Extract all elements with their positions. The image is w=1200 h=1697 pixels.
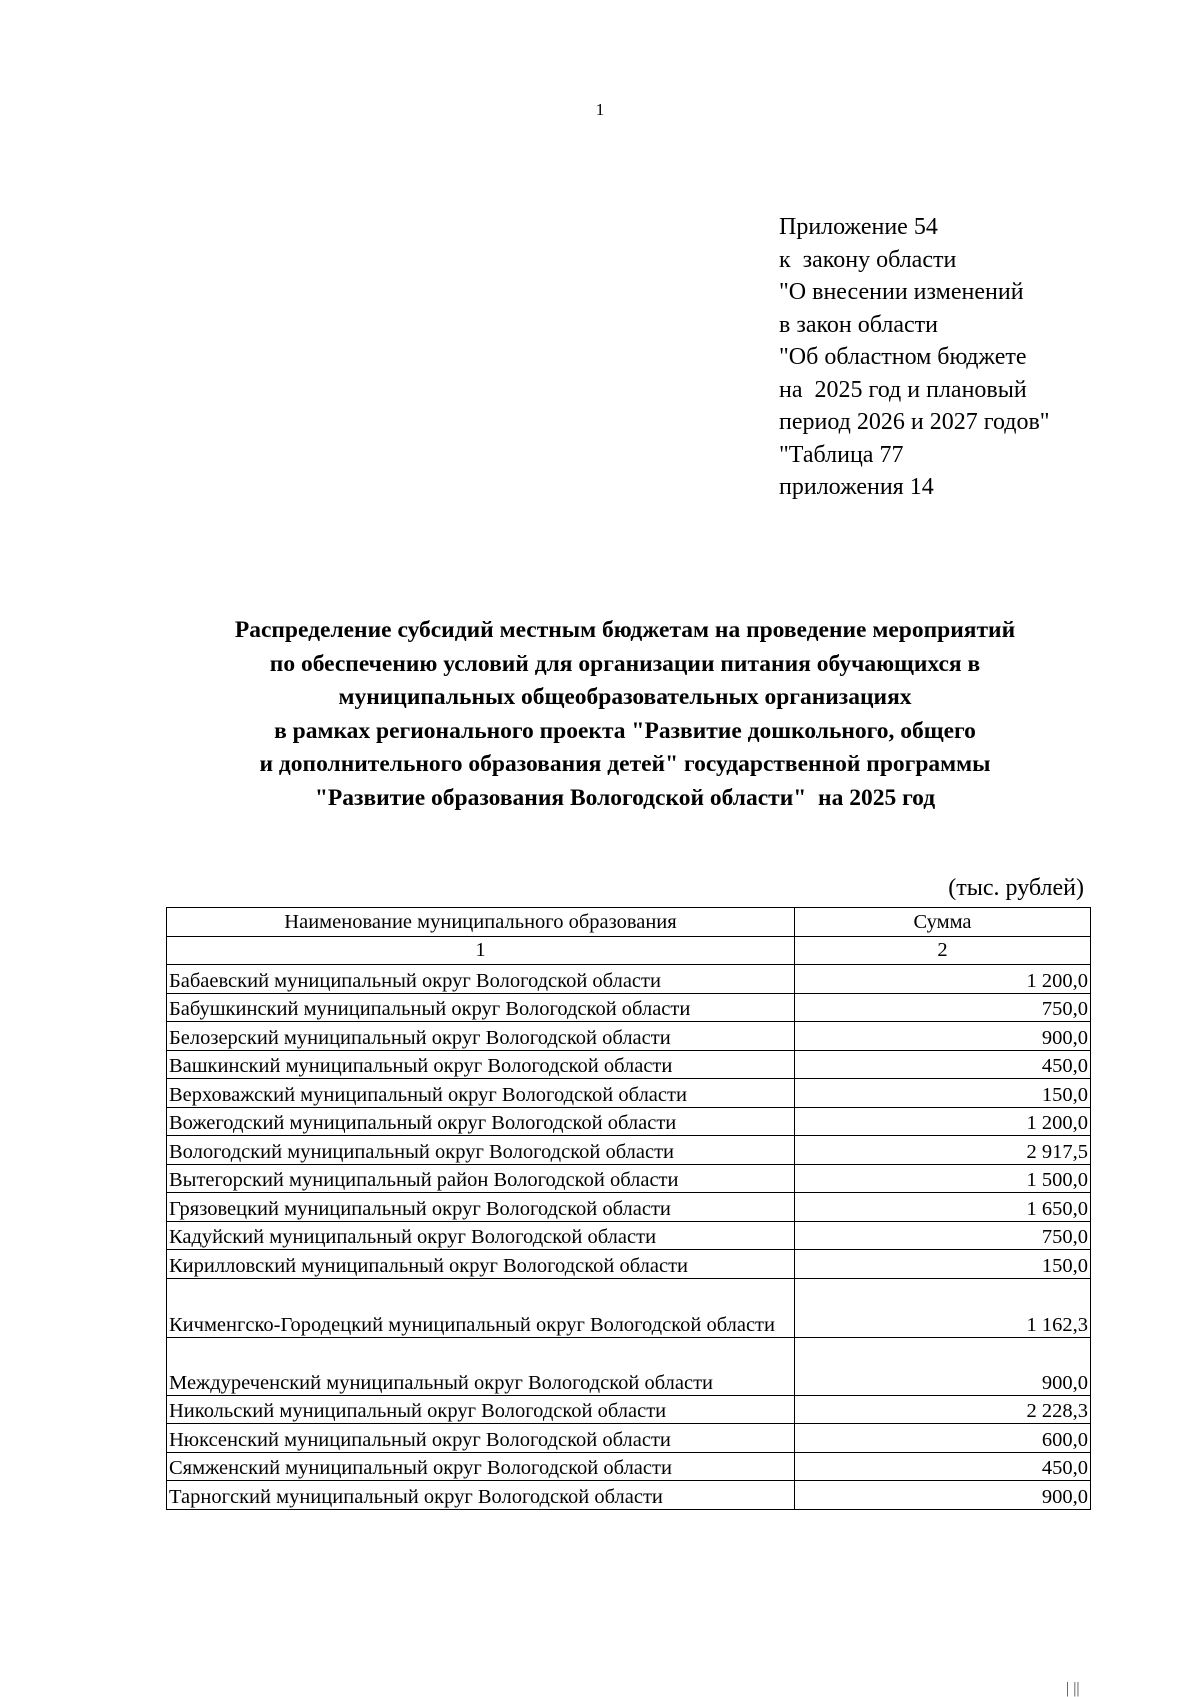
subsidy-amount: 450,0 <box>795 1050 1091 1079</box>
annex-line: "Об областном бюджете <box>779 344 1027 370</box>
table-row <box>167 1424 1091 1453</box>
title-line: муниципальных общеобразовательных организациях <box>338 684 912 711</box>
subsidy-amount: 1 650,0 <box>795 1193 1091 1222</box>
column-number-1: 1 <box>167 936 795 965</box>
annex-line: к закону области <box>779 246 957 273</box>
scan-corner-mark: | || <box>1066 1680 1080 1697</box>
title-line: по обеспечению условий для организации питания обучающихся в <box>269 650 981 677</box>
municipality-name: Верховажский муниципальный округ Вологодской области <box>167 1079 795 1108</box>
subsidy-amount: 1 500,0 <box>795 1164 1091 1193</box>
subsidy-amount: 450,0 <box>795 1452 1091 1481</box>
table-row <box>167 1136 1091 1165</box>
column-number-2: 2 <box>795 936 1091 965</box>
table-row <box>167 1079 1091 1108</box>
table-row <box>167 1022 1091 1051</box>
municipality-name: Белозерский муниципальный округ Вологодской области <box>167 1022 795 1051</box>
table-row <box>167 1395 1091 1424</box>
table-row <box>167 1250 1091 1279</box>
municipality-name: Нюксенский муниципальный округ Вологодской области <box>167 1424 795 1453</box>
subsidy-amount: 900,0 <box>795 1337 1091 1395</box>
subsidy-amount: 750,0 <box>795 993 1091 1022</box>
subsidy-amount: 150,0 <box>795 1079 1091 1108</box>
annex-header <box>779 211 1050 504</box>
municipality-name: Вожегодский муниципальный округ Вологодской области <box>167 1107 795 1136</box>
title-line: в рамках регионального проекта "Развитие дошкольного, общего <box>274 717 976 744</box>
subsidy-amount: 150,0 <box>795 1250 1091 1279</box>
subsidy-amount: 750,0 <box>795 1221 1091 1250</box>
annex-line: "О внесении изменений <box>779 279 1024 305</box>
table-row <box>167 993 1091 1022</box>
municipality-name: Междуреченский муниципальный округ Вологодской области <box>167 1337 795 1395</box>
annex-line: в закон области <box>779 311 938 338</box>
subsidy-amount: 2 228,3 <box>795 1395 1091 1424</box>
table-row <box>167 1481 1091 1510</box>
header-sum: Сумма <box>795 908 1091 937</box>
table-row <box>167 1278 1091 1337</box>
column-number-row <box>167 936 1091 965</box>
document-title <box>150 614 1100 816</box>
municipality-name: Никольский муниципальный округ Вологодской области <box>167 1395 795 1424</box>
annex-line: период 2026 и 2027 годов" <box>779 409 1050 435</box>
units-label: (тыс. рублей) <box>948 875 1084 901</box>
header-name: Наименование муниципального образования <box>167 908 795 937</box>
municipality-name: Кичменгско-Городецкий муниципальный округ Вологодской области <box>167 1278 795 1337</box>
municipality-name: Сямженский муниципальный округ Вологодской области <box>167 1452 795 1481</box>
table-row <box>167 1164 1091 1193</box>
annex-line: Приложение 54 <box>779 214 938 240</box>
subsidy-amount: 1 200,0 <box>795 965 1091 994</box>
municipality-name: Грязовецкий муниципальный округ Вологодской области <box>167 1193 795 1222</box>
title-line: и дополнительного образования детей" государственной программы <box>259 751 991 778</box>
subsidy-amount: 1 200,0 <box>795 1107 1091 1136</box>
subsidy-amount: 600,0 <box>795 1424 1091 1453</box>
table-row <box>167 1193 1091 1222</box>
municipality-name: Вытегорский муниципальный район Вологодской области <box>167 1164 795 1193</box>
page-number: 1 <box>595 100 605 119</box>
municipality-name: Кирилловский муниципальный округ Вологодской области <box>167 1250 795 1279</box>
annex-line: на 2025 год и плановый <box>779 376 1027 403</box>
title-line: "Развитие образования Вологодской области" на 2025 год <box>314 784 936 811</box>
table-row <box>167 1107 1091 1136</box>
municipality-name: Бабушкинский муниципальный округ Вологодской области <box>167 993 795 1022</box>
annex-line: "Таблица 77 <box>779 441 904 468</box>
annex-line: приложения 14 <box>779 474 934 500</box>
subsidies-table <box>166 907 1091 1510</box>
subsidy-amount: 900,0 <box>795 1022 1091 1051</box>
municipality-name: Бабаевский муниципальный округ Вологодской области <box>167 965 795 994</box>
municipality-name: Вашкинский муниципальный округ Вологодской области <box>167 1050 795 1079</box>
table-row <box>167 1050 1091 1079</box>
subsidy-amount: 900,0 <box>795 1481 1091 1510</box>
subsidy-amount: 1 162,3 <box>795 1278 1091 1337</box>
table-row <box>167 1221 1091 1250</box>
table-row <box>167 1452 1091 1481</box>
municipality-name: Кадуйский муниципальный округ Вологодской области <box>167 1221 795 1250</box>
subsidy-amount: 2 917,5 <box>795 1136 1091 1165</box>
table-row <box>167 965 1091 994</box>
table-header-row <box>167 908 1091 937</box>
municipality-name: Вологодский муниципальный округ Вологодской области <box>167 1136 795 1165</box>
title-line: Распределение субсидий местным бюджетам на проведение мероприятий <box>234 617 1016 643</box>
municipality-name: Тарногский муниципальный округ Вологодской области <box>167 1481 795 1510</box>
table-row <box>167 1337 1091 1395</box>
